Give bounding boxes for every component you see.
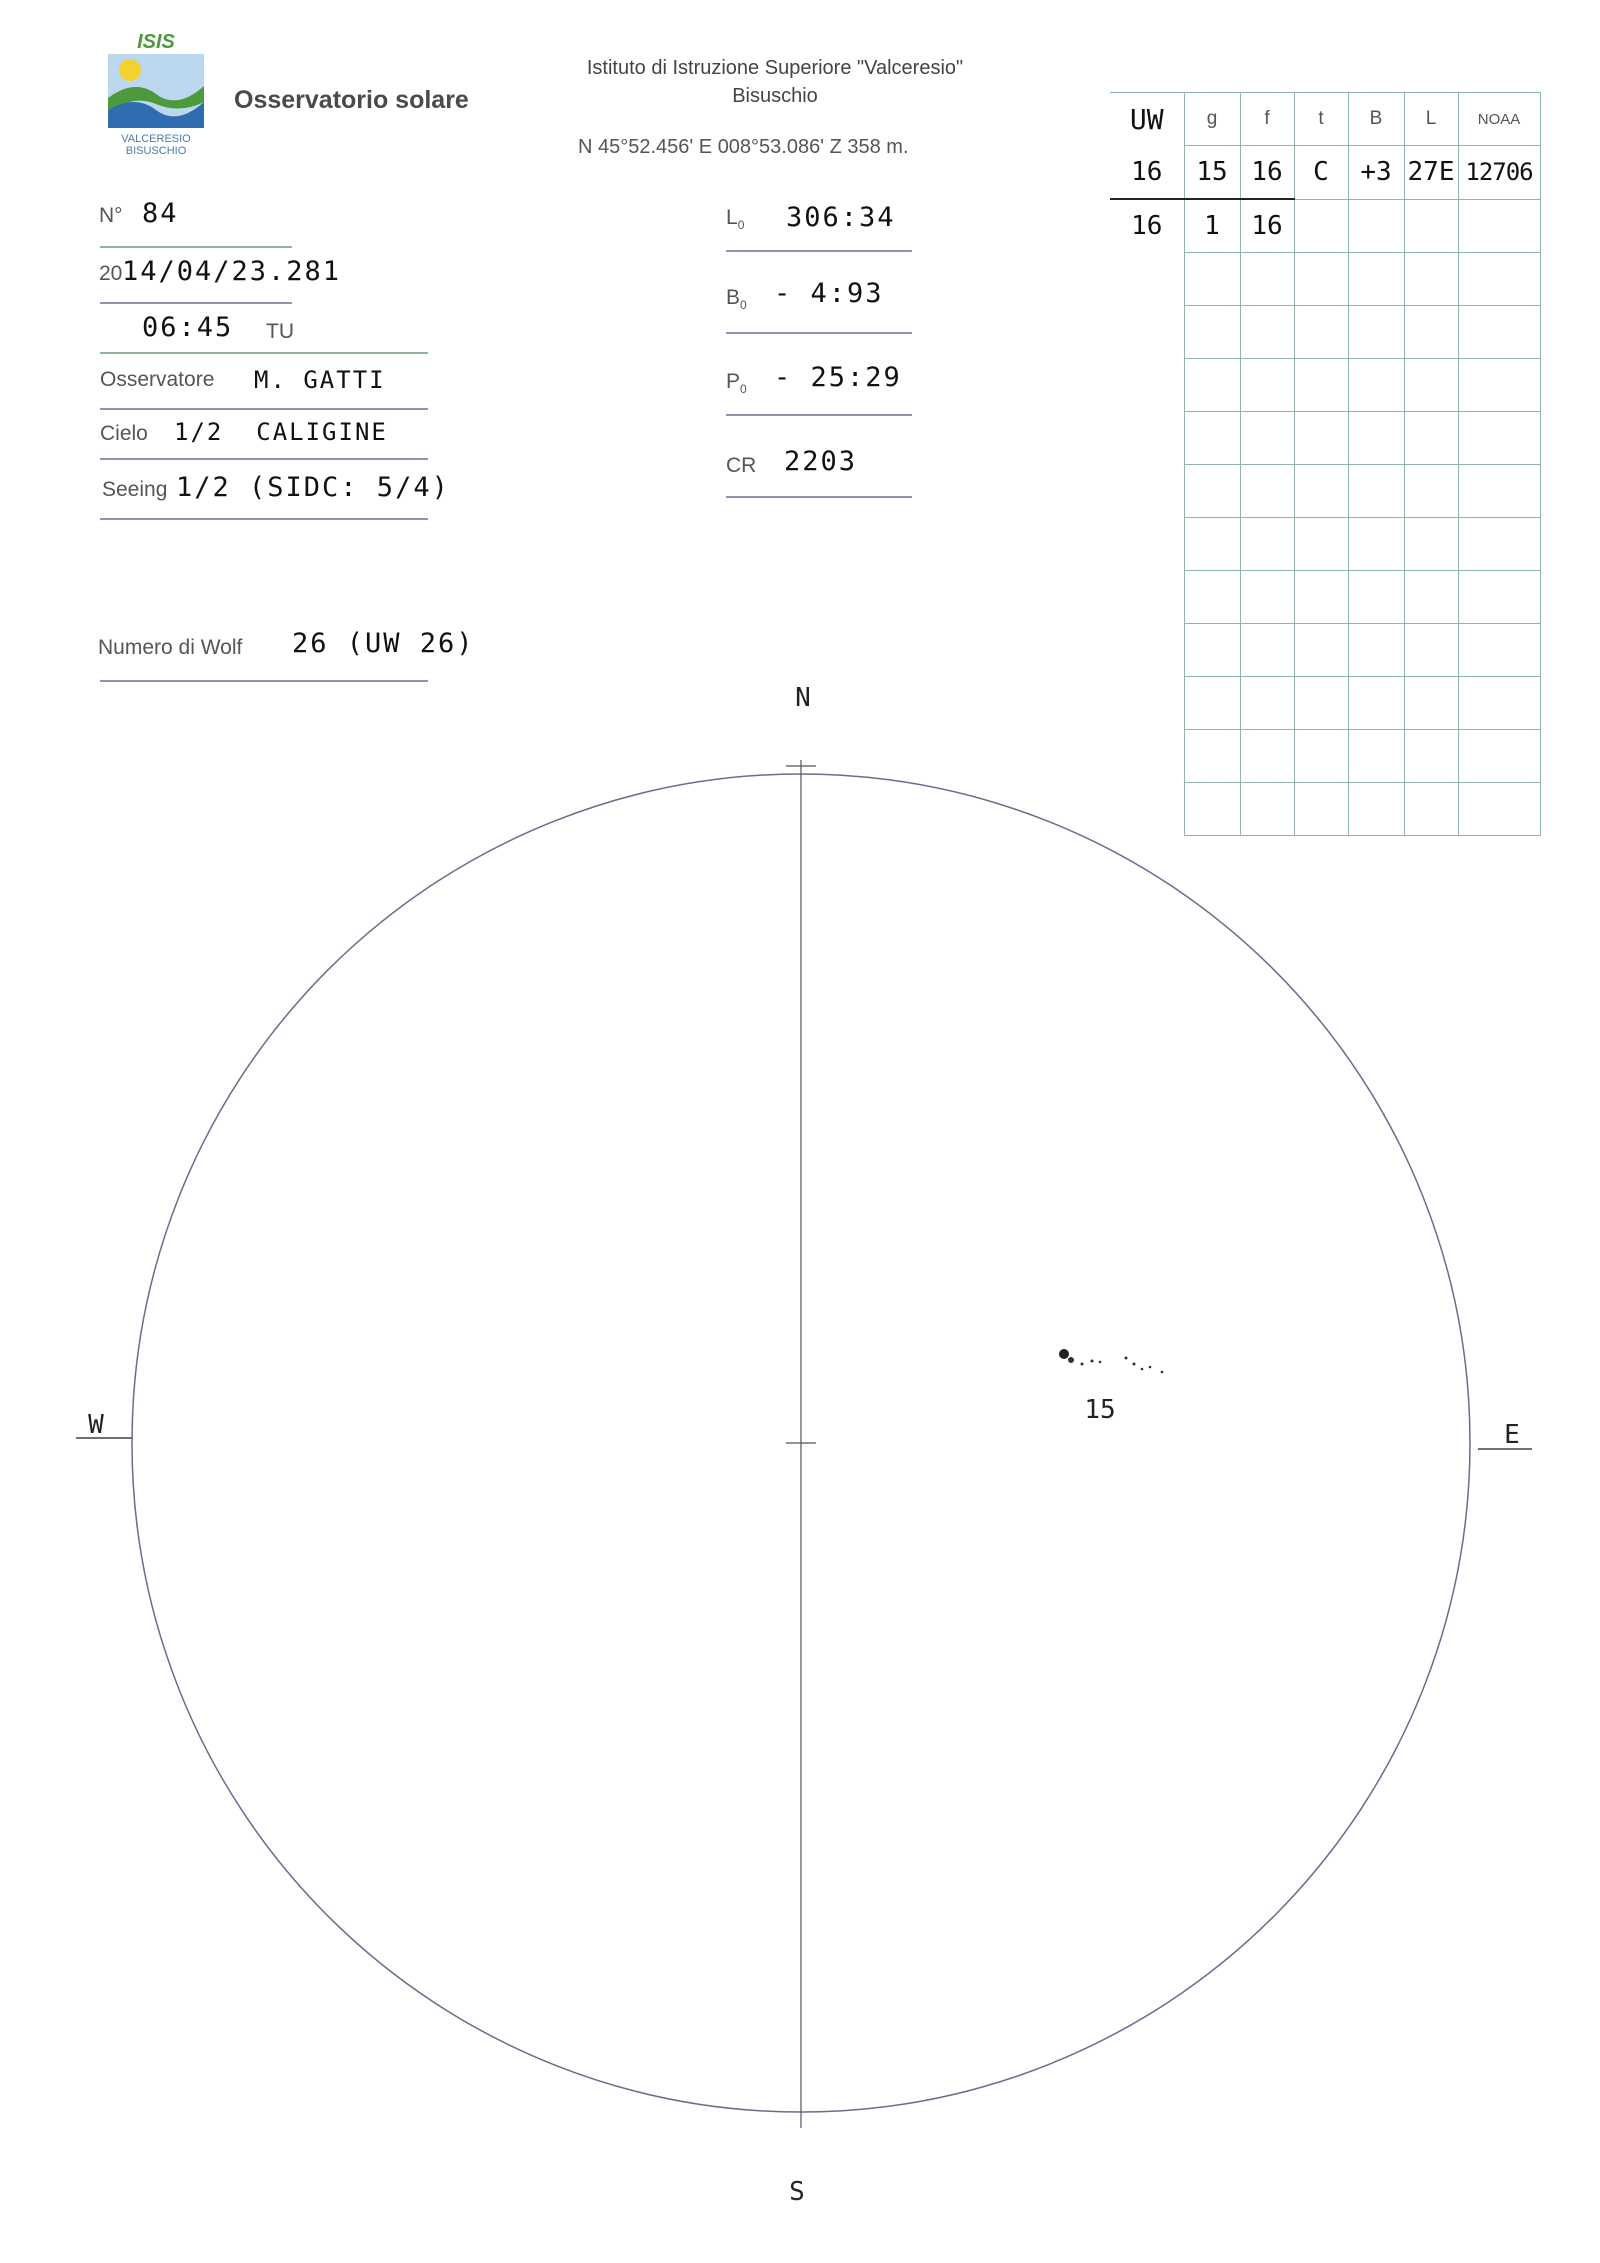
b0-label: $B_0$ bbox=[726, 286, 747, 313]
sunspot bbox=[1133, 1363, 1136, 1366]
table-header-cell: UW bbox=[1110, 93, 1184, 146]
table-header-cell: g bbox=[1184, 93, 1240, 146]
date-prefix: 20 bbox=[99, 262, 123, 285]
observer-label: Osservatore bbox=[100, 368, 215, 391]
observer-value: M. GATTI bbox=[254, 366, 386, 394]
number-value: 84 bbox=[142, 198, 179, 229]
west-label: W bbox=[88, 1410, 104, 1440]
table-cell: 16 bbox=[1240, 199, 1294, 253]
sky-label: Cielo bbox=[100, 422, 148, 445]
seeing-value: 1/2 (SIDC: 5/4) bbox=[176, 472, 450, 503]
table-cell: +3 bbox=[1348, 146, 1404, 200]
table-header-cell: t bbox=[1294, 93, 1348, 146]
b0-subscript: 0 bbox=[740, 298, 747, 313]
north-label: N bbox=[795, 683, 811, 713]
wolf-label: Numero di Wolf bbox=[98, 636, 243, 659]
logo-text: ISIS bbox=[137, 31, 175, 53]
table-header-cell: f bbox=[1240, 93, 1294, 146]
logo-caption-1: VALCERESIO bbox=[121, 133, 191, 145]
table-cell: 27E bbox=[1404, 146, 1458, 200]
table-cell: C bbox=[1294, 146, 1348, 200]
l0-subscript: 0 bbox=[737, 218, 745, 233]
time-unit: TU bbox=[266, 320, 294, 343]
p0-value: - 25:29 bbox=[774, 362, 902, 393]
l0-label: $L_0$ bbox=[726, 206, 745, 233]
school-line-2: Bisuschio bbox=[732, 85, 818, 107]
sunspot bbox=[1081, 1363, 1084, 1366]
p0-subscript: 0 bbox=[740, 382, 747, 397]
b0-value: - 4:93 bbox=[774, 278, 884, 309]
table-header-cell: NOAA bbox=[1458, 93, 1540, 146]
sunspot-group bbox=[1059, 1349, 1163, 1373]
sunspot bbox=[1091, 1360, 1094, 1363]
l0-value: 306:34 bbox=[786, 202, 896, 233]
sunspot bbox=[1125, 1357, 1128, 1360]
table-cell: 16 bbox=[1110, 146, 1184, 200]
p0-label: $P_0$ bbox=[726, 370, 747, 397]
table-cell: 15 bbox=[1184, 146, 1240, 200]
east-label: E bbox=[1504, 1420, 1520, 1450]
sunspot-group-label: 15 bbox=[1084, 1395, 1116, 1425]
date-value: 14/04/23.281 bbox=[122, 256, 342, 287]
observatory-title: Osservatorio solare bbox=[234, 86, 469, 114]
sunspot bbox=[1099, 1361, 1102, 1364]
seeing-label: Seeing bbox=[102, 478, 168, 501]
number-label: N° bbox=[99, 204, 123, 227]
sunspot bbox=[1068, 1357, 1074, 1363]
table-header-cell: L bbox=[1404, 93, 1458, 146]
cr-label: CR bbox=[726, 454, 757, 477]
table-cell: 16 bbox=[1110, 199, 1184, 253]
sunspot bbox=[1059, 1349, 1069, 1359]
time-value: 06:45 bbox=[142, 312, 234, 343]
table-cell: 1 bbox=[1184, 199, 1240, 253]
south-label: S bbox=[789, 2177, 805, 2207]
table-cell: 12706 bbox=[1458, 146, 1540, 200]
site-coordinates: N 45°52.456' E 008°53.086' Z 358 m. bbox=[578, 136, 909, 158]
cr-value: 2203 bbox=[784, 446, 858, 477]
school-line-1: Istituto di Istruzione Superiore "Valceresio" bbox=[586, 57, 964, 79]
wolf-value: 26 (UW 26) bbox=[292, 628, 475, 659]
table-header-cell: B bbox=[1348, 93, 1404, 146]
sunspot bbox=[1141, 1368, 1144, 1371]
logo-caption-2: BISUSCHIO bbox=[125, 145, 187, 157]
sky-value: 1/2 CALIGINE bbox=[174, 418, 388, 446]
table-cell: 16 bbox=[1240, 146, 1294, 200]
sunspot bbox=[1149, 1366, 1152, 1369]
sunspot bbox=[1161, 1371, 1164, 1374]
